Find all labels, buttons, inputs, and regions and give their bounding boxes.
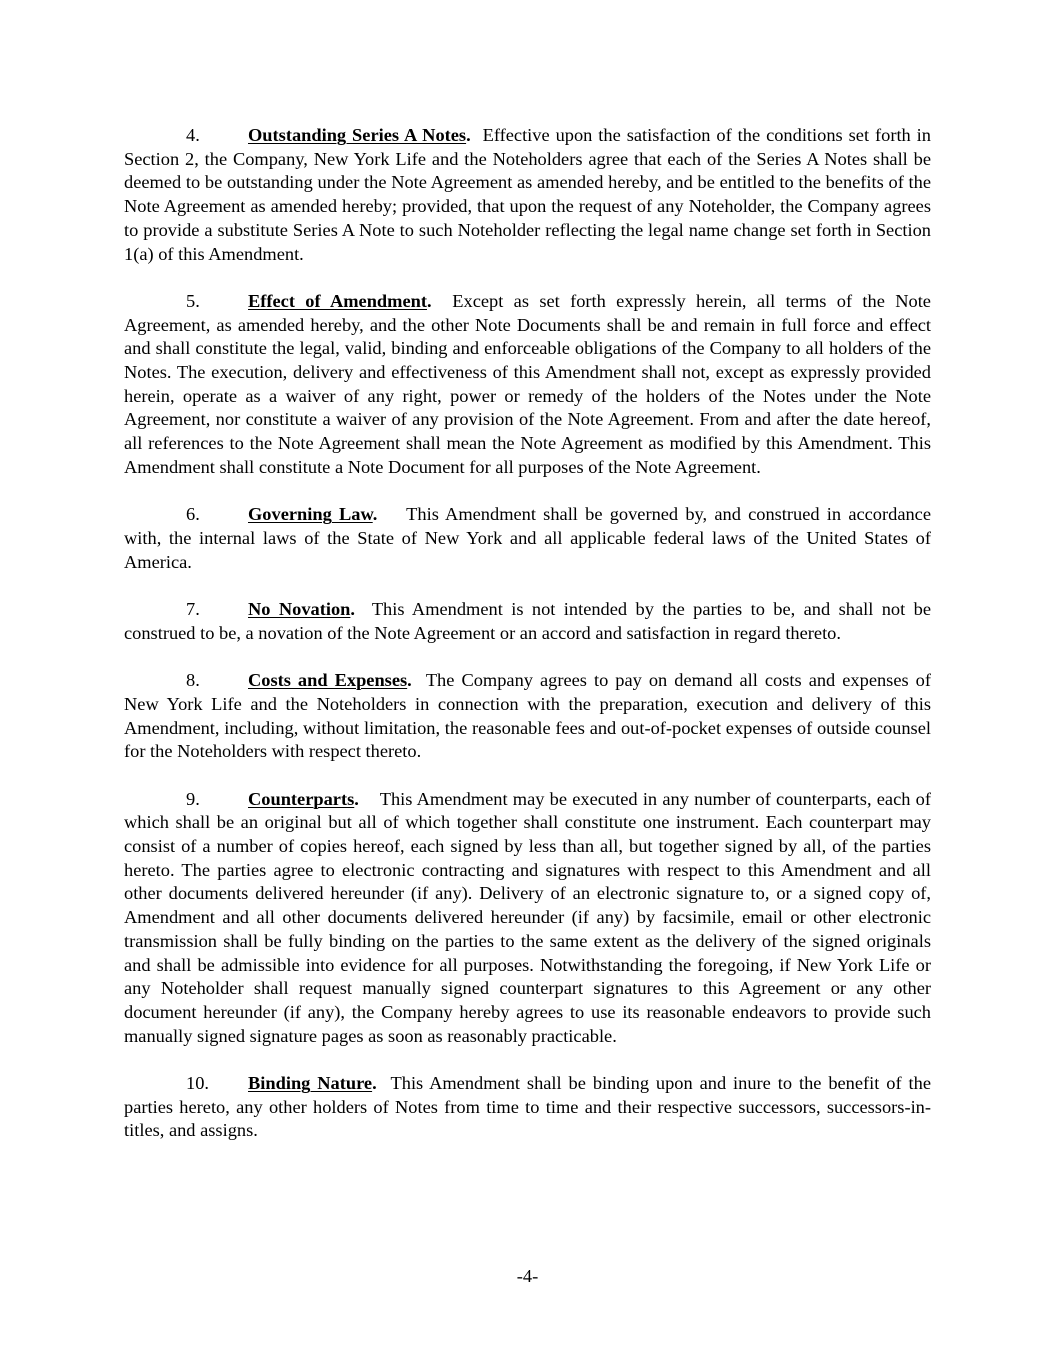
heading-period: . [407,670,412,691]
section-number: 6. [186,504,200,525]
section-body: Effective upon the satisfaction of the conditions set forth in Section 2, the Company, New York Life and the Noteholders agree that each of the Series A Notes shall be deemed to be outstanding under the Note Agreement as amended hereby, and be entitled to the benefits of the Note Agreement as amended hereby; provided, that upon the request of any Noteholder, the Company agrees to provide a substitute Series A Note to such Noteholder reflecting the legal name change set forth in Section 1(a) of this Amendment. [124,125,931,264]
heading-period: . [372,1073,377,1094]
section-body: The Company agrees to pay on demand all costs and expenses of New York Life and the Noteholders in connection with the preparation, execution and delivery of this Amendment, including, without limitation, the reasonable fees and out-of-pocket expenses of outside counsel for the Noteholders with respect thereto. [124,670,931,762]
section-body: This Amendment is not intended by the parties to be, and shall not be construed to be, a novation of the Note Agreement or an accord and satisfaction in regard thereto. [124,599,931,643]
section-number: 8. [186,670,200,691]
section-5 [124,290,931,480]
section-8 [124,669,931,764]
section-number: 10. [186,1073,209,1094]
section-number: 4. [186,125,200,145]
section-7 [124,598,931,645]
section-body: This Amendment may be executed in any number of counterparts, each of which shall be an original but all of which together shall constitute one instrument. Each counterpart may consist of a number of copies hereof, each signed by less than all, but together signed by all, of the parties hereto. The parties agree to electronic contracting and signatures with respect to this Amendment and all other documents delivered hereunder (if any). Delivery of an electronic signature to, or a signed copy of, Amendment and all other documents delivered hereunder (if any) by facsimile, email or other electronic transmission shall be fully binding on the parties to the same extent as the delivery of the signed originals and shall be admissible into evidence for all purposes. Notwithstanding the foregoing, if New York Life or any Noteholder shall request manually signed counterpart signatures to this Agreement or any other document hereunder (if any), the Company hereby agrees to use its reasonable endeavors to provide such manually signed signature pages as soon as reasonably practicable. [124,788,931,1046]
heading-period: . [427,290,432,311]
heading-period: . [350,599,356,620]
section-heading: Effect of Amendment [248,290,427,311]
section-body: This Amendment shall be binding upon and inure to the benefit of the parties hereto, any other holders of Notes from time to time and their respective successors, successors-in-titles, and assigns. [124,1073,931,1141]
section-6 [124,503,931,574]
section-9 [124,788,931,1049]
section-body: Except as set forth expressly herein, all terms of the Note Agreement, as amended hereby, and the other Note Documents shall be and remain in full force and effect and shall constitute the legal, valid, binding and enforceable obligations of the Company to all holders of the Notes. The execution, delivery and effectiveness of this Amendment shall not, except as expressly provided herein, operate as a waiver of any right, power or remedy of the holders of the Notes under the Note Agreement, nor constitute a waiver of any provision of the Note Agreement. From and after the date hereof, all references to the Note Agreement shall mean the Note Agreement as modified by this Amendment. This Amendment shall constitute a Note Document for all purposes of the Note Agreement. [124,290,931,477]
document-page [124,124,931,1167]
section-4 [124,124,931,266]
section-heading: Governing Law [248,504,373,525]
page-number: -4- [516,1266,539,1286]
section-heading: Binding Nature [248,1073,373,1094]
section-number: 9. [186,788,200,809]
section-10 [124,1072,931,1143]
section-heading: Costs and Expenses [248,670,408,691]
section-heading: Outstanding Series A Notes [248,125,467,145]
section-number: 5. [186,290,200,311]
section-number: 7. [186,599,200,620]
section-heading: Counterparts [248,788,355,809]
heading-period: . [372,504,378,525]
section-heading: No Novation [248,599,351,620]
section-body: This Amendment shall be governed by, and construed in accordance with, the internal laws of the State of New York and all applicable federal laws of the United States of America. [124,504,931,572]
heading-period: . [354,788,359,809]
heading-period: . [466,125,471,145]
